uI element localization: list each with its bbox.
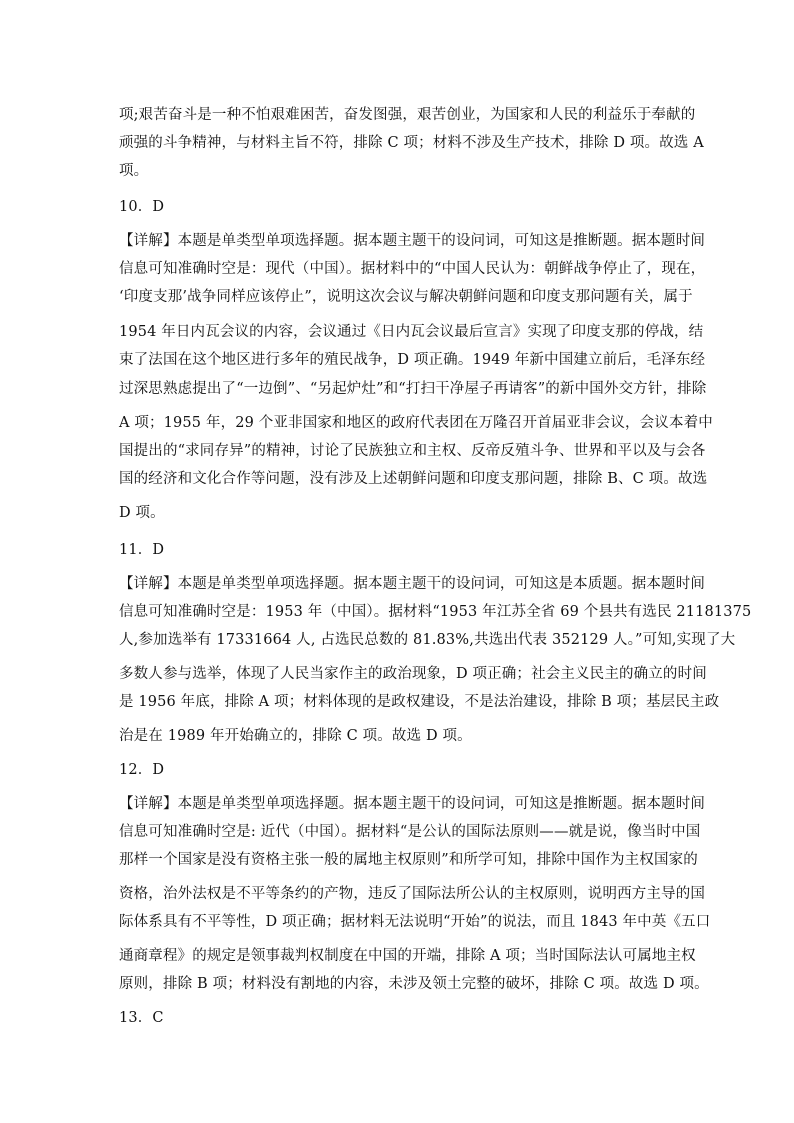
text-line: 国的经济和文化合作等问题，没有涉及上述朝鲜问题和印度支那问题，排除 B、C 项。故选 xyxy=(119,471,708,487)
answer-number: 13．C xyxy=(119,1010,164,1026)
text-line: A 项；1955 年，29 个亚非国家和地区的政府代表团在万隆召开首届亚非会议，会议本着中 xyxy=(119,415,713,431)
answer-number: 12．D xyxy=(119,762,165,778)
text-line: 信息可知准确时空是: 近代（中国）。据材料“是公认的国际法原则——就是说，像当时中国 xyxy=(119,824,701,840)
answer-number: 11．D xyxy=(119,542,165,558)
text-line: 际体系具有不平等性，D 项正确；据材料无法说明“开始”的说法，而且 1843 年中英《五口 xyxy=(119,914,711,930)
text-line: 那样一个国家是没有资格主张一般的属地主权原则”和所学可知，排除中国作为主权国家的 xyxy=(119,852,698,868)
text-line: 束了法国在这个地区进行多年的殖民战争，D 项正确。1949 年新中国建立前后，毛泽东经 xyxy=(119,352,706,368)
text-line: 人,参加选举有 17331664 人, 占选民总数的 81.83%,共选出代表 352129 人。”可知,实现了大 xyxy=(119,632,736,648)
explanation-line: 【详解】本题是单类型单项选择题。据本题主题干的设问词，可知这是本质题。据本题时间 xyxy=(119,576,705,592)
text-line: 项。 xyxy=(119,163,149,179)
text-line: 治是在 1989 年开始确立的，排除 C 项。故选 D 项。 xyxy=(119,728,472,744)
text-line: 项;艰苦奋斗是一种不怕艰难困苦，奋发图强，艰苦创业，为国家和人民的利益乐于奉献的 xyxy=(119,107,696,123)
text-line: D 项。 xyxy=(119,505,165,521)
text-line: 1954 年日内瓦会议的内容，会议通过《日内瓦会议最后宣言》实现了印度支那的停战，结 xyxy=(119,324,704,340)
text-line: 顽强的斗争精神，与材料主旨不符，排除 C 项；材料不涉及生产技术，排除 D 项。故选 A xyxy=(119,135,704,151)
explanation-line: 【详解】本题是单类型单项选择题。据本题主题干的设问词，可知这是推断题。据本题时间 xyxy=(119,796,705,812)
text-line: 多数人参与选举，体现了人民当家作主的政治现象，D 项正确；社会主义民主的确立的时间 xyxy=(119,666,707,682)
text-line: 过深思熟虑提出了“一边倒”、“另起炉灶”和“打扫干净屋子再请客”的新中国外交方针，排除 xyxy=(119,381,707,397)
text-line: 通商章程》的规定是领事裁判权制度在中国的开端，排除 A 项；当时国际法认可属地主权 xyxy=(119,948,696,964)
answer-number: 10．D xyxy=(119,199,165,215)
explanation-line: 【详解】本题是单类型单项选择题。据本题主题干的设问词，可知这是推断题。据本题时间 xyxy=(119,233,705,249)
text-line: 是 1956 年底，排除 A 项；材料体现的是政权建设，不是法治建设，排除 B 项；基层民主政 xyxy=(119,694,720,710)
text-line: 国提出的“求同存异”的精神，讨论了民族独立和主权、反帝反殖斗争、世界和平以及与会各 xyxy=(119,443,706,459)
text-line: ‘印度支那’战争同样应该停止”，说明这次会议与解决朝鲜问题和印度支那问题有关，属于 xyxy=(119,289,693,305)
text-line: 资格，治外法权是不平等条约的产物，违反了国际法所公认的主权原则，说明西方主导的国 xyxy=(119,886,705,902)
text-line: 信息可知准确时空是：现代（中国）。据材料中的“中国人民认为：朝鲜战争停止了，现在， xyxy=(119,261,706,277)
text-line: 原则，排除 B 项；材料没有割地的内容，未涉及领土完整的破坏，排除 C 项。故选 D 项。 xyxy=(119,976,709,992)
text-line: 信息可知准确时空是：1953 年（中国）。据材料“1953 年江苏全省 69 个县共有选民 21181375 xyxy=(119,604,752,620)
